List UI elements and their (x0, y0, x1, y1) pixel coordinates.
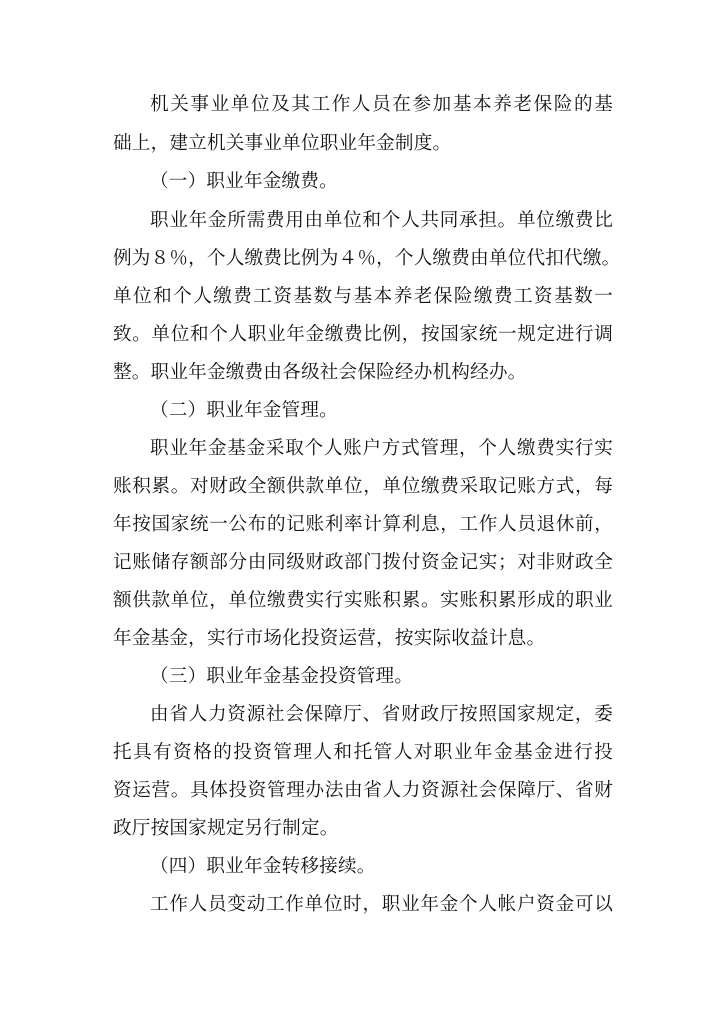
paragraph-line: 础上，建立机关事业单位职业年金制度。 (113, 133, 452, 154)
section-heading: （四）职业年金转移接续。 (150, 856, 376, 877)
section-heading: （二）职业年金管理。 (150, 400, 338, 421)
paragraph-line: 机关事业单位及其工作人员在参加基本养老保险的基 (150, 94, 613, 115)
paragraph-line: 额供款单位，单位缴费实行实账积累。实账积累形成的职业 (113, 590, 613, 611)
paragraph-line: 年按国家统一公布的记账利率计算利息，工作人员退休前， (113, 514, 613, 535)
paragraph-line: 资运营。具体投资管理办法由省人力资源社会保障厅、省财 (113, 780, 613, 801)
section-heading: （三）职业年金基金投资管理。 (150, 666, 414, 687)
paragraph-line: 年金基金，实行市场化投资运营，按实际收益计息。 (113, 628, 546, 649)
paragraph-line: 记账储存额部分由同级财政部门拨付资金记实；对非财政全 (113, 552, 613, 573)
paragraph-line: 工作人员变动工作单位时，职业年金个人帐户资金可以 (150, 894, 613, 915)
paragraph-line: 例为８％，个人缴费比例为４％，个人缴费由单位代扣代缴。 (113, 248, 621, 269)
paragraph-line: 账积累。对财政全额供款单位，单位缴费采取记账方式，每 (113, 476, 613, 497)
paragraph-line: 致。单位和个人职业年金缴费比例，按国家统一规定进行调 (113, 324, 613, 345)
paragraph-line: 职业年金基金采取个人账户方式管理，个人缴费实行实 (150, 438, 613, 459)
paragraph-line: 单位和个人缴费工资基数与基本养老保险缴费工资基数一 (113, 286, 613, 307)
paragraph-line: 政厅按国家规定另行制定。 (113, 818, 339, 839)
section-heading: （一）职业年金缴费。 (150, 171, 338, 192)
paragraph-line: 整。职业年金缴费由各级社会保险经办机构经办。 (113, 362, 527, 383)
paragraph-line: 托具有资格的投资管理人和托管人对职业年金基金进行投 (113, 742, 613, 763)
paragraph-line: 职业年金所需费用由单位和个人共同承担。单位缴费比 (150, 210, 613, 231)
paragraph-line: 由省人力资源社会保障厅、省财政厅按照国家规定，委 (150, 704, 613, 725)
